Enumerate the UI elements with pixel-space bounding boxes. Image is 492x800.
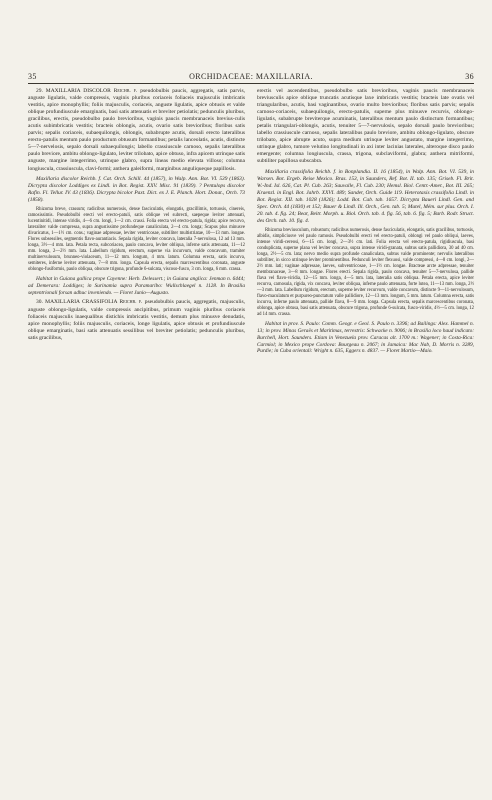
right-column	[257, 88, 474, 358]
species-30-habitat: Habitat in prov. S. Paulo: Comm. Geogr. e Geol. S. Paulo n. 3396; ad Bailings: Alex. Hammel n. 13; in prov. Minas Geraës et Maritimas, terrestris: Schwacke n. 9006; in Brasilia loco haud indicato: Burchell, Hort. Saunders. Etiam in Venezuela prov. Caracas alt. 1700 m.: Wagener; in Costa-Rica: Carmiol; in Mexico prope Cordova: Bourgeau n. 2067; in Jamaica: Mac Nab, D. Morris n. 3289, Purdie; in Cuba orientali: Wright n. 635, Eggers n. 4837. — Floret Martio—Maio.	[257, 321, 474, 355]
species-29-details: Rhizoma breve, crassum; radicibus numerosis, dense fasciculatis, elongatis, gracillimis, tortuosis, cinereis, ramosissimis. Pseudobulbi erecti vel erecto-patuli, satis oblique vel subrecti, saepeque leviter attenuati, lucentinitidi, intense viridis, 4—6 cm. longi, 1—2 cm. crassi. Folia erecta vel erecto-patula, rigida; apice recurvo, lateraliter valde compressa, supra angustissime profundeque canaliculata, 2—4 cm. longa; Scapus plus minusve divaricatus, 1—1½ cm. cons.; vaginae adpressae, leviter ventricosae, subtiliter multistriatae, 10—13 mm. longae. Flores subsessiles, segmentis flavo-aurantiacis. Sepala rigida, leviter concava, lateralia 7-nervulosa, 12 ad 13 mm. longa, 3½—4 mm. lata. Petala recta, subcoriacea, paulo concava, leviter obliqua, inferne satis attenuata, 11—12 mm. longa, 2—2½ mm. lata. Labellum rigidum, erectum, superne via incurvum, valde concavum, tramiter multinervulosum, brunneo-violaceum, 11—12 mm. longum, 4 mm. latum. Columna erecta, satis incurva, semiteres, inferne leviter attenuata, 7—8 mm. longa. Capsula erecta, sepalis marcescentibus coronata, anguste oblongo-fusiformis, paulo obliqua, obscure trigona, profunde 6-sulcata, viscoso-fusco, 3 cm. longa, 6 mm. crassa.	[28, 206, 245, 273]
species-30-description-continued: erectis vel ascendentibus, pseudobulbo satis brevioribus, vaginis paucis membranaceis breviusculis apice oblique truncatis acutisque laxe imbricatis vestitis; bracteis late ovatis vel triangularibus, acutis, basi vaginantibus, ovario multo brevioribus; floribus satis parvis; sepalis carnoso-coriaceis, subaequilongis, erecto-patulis, superne plus minusve recurvis, oblongo-ligulatis, subabrupte breviterque acuminatis, lateralibus mentum paulo distinctum formantibus; petalis triangulari-oblongis, acutis, tenuiter 5—7-nervulosis, sepalo dorsali paulo brevioribus; labello crassiuscule carnoso, sepalis lateralibus paulo breviore, ambitu oblongo-ligulato, obscure trilobato, apice abrupte acuto, supra medium utrinque leviter angustato, margine integerrimo, utrinque glabro, tumore velutino longitudinali in axi inter lacinias laterales, alteroque disco paulo emergente; columna longiuscula, crassa, trigona, subclaviformi, glabra; anthera mitriformi, subtiliter papillosa subscabra.	[257, 88, 474, 165]
header-rule	[28, 83, 474, 84]
text-columns	[28, 88, 474, 358]
left-column	[28, 88, 245, 358]
page-number-left: 35	[28, 72, 37, 81]
species-30-description	[28, 299, 245, 341]
species-30-details: Rhizoma breviusculum, robustum; radicibus numerosis, dense fasciculatis, elongatis, satis gracilibus, tortuosis, albidis, simpliciusve vel paulo ramosis. Pseudobulbi erecti vel erecto-patuli, oblongi vel paulo obliqui, laeves, intense viridi-cereosi, 6—15 cm. longi, 2—3½ cm. lati. Folia erecta vel erecto-patula, rigidiuscula, basi conduplicata, superne plana vel leviter concava, supra intense viridi-granata, subtus satis pallidiora, 30 ad 40 cm. longa, 2½—5 cm. lata; nervo medio supra profunde canaliculata, subtus valde prominente; nervulis lateralibus subtiliter, in sicco utrinque leviter prominentibus. Pedunculi leviter flexuosi, valde compressi, 4—8 cm. longi, 2—2½ mm. lati; vaginae adpressae, laeves, subventricosae, 1—1½ cm. longae. Bracteae arcte adpressae, tenuiter membranaceae, 3—8 mm. longae. Flores erecti. Sepala rigida, paulo concava, tenuiter 5—7-nervulosa, pallide flava vel flavo-viridia, 12—15 mm. longa, 4—5 mm. lata, lateralia satis obliqua. Petala erecta, apice leviter recurva, carnosula, rigida, vix concava, leviter obliqua, inferne paulo attenuata, forte lutea, 11—13 mm. longa, 2½—3 mm. lata. Labellum rigidum, erectum, superne leviter recurvum, valde concavum, distincte 9—11-nervulosum, flavo-maculatum et purpureo-punctatum valle pallidiore, 12—13 mm. longum, 5 mm. latum. Columna erecta, satis incurva, inferne paulo attenuata, pallide flava, 8—9 mm. longa. Capsula erecta, sepalis marcescentibus coronata, oblonga, apice obtusa, basi satis attenuata, obscure trigona, profunde 6-sulcata, fusco-viridis, 4½—5 cm. longa, 12 ad 14 mm. crassa.	[257, 227, 474, 318]
species-29-habitat: Habitat in Guiana gallica prope Cayenne: Herb. Delessert.; in Guiana anglica: Jenman n. 6444; ad Demerara: Loddiges; in Surinamia supra Paramaribo: Wullschlaegel n. 1128. In Brasilia septentrionali forsan adhuc inveniendo. — Floret Junio—Augusto.	[28, 276, 245, 296]
running-head	[28, 72, 474, 82]
page-number-right: 36	[465, 72, 474, 81]
species-30-heading: 30. MAXILLARIA CRASSIFOLIA Reichb. f.	[36, 299, 143, 306]
species-29-synonymy: Maxillaria discolor Reichb. f. Cat. Orch. Schill. 44 (1857), in Walp. Ann. Bot. VI. 539 (1863). Dicrypta discolor Loddiges ex Lindl. in Bot. Regist. XXV. Misc. 91 (1839). ? Pentulops discolor Rafin. Fl. Tellur. IV. 43 (1836). Dicrypta bicolor Paxt. Dict. ex J. E. Planch. Hort. Donat., Orch. 73 (1858).	[28, 175, 245, 203]
running-title: ORCHIDACEAE: MAXILLARIA.	[189, 72, 313, 81]
species-30-synonymy: Maxillaria crassifolia Reichb. f. in Bonplandia. II. 16 (1854), in Walp. Ann. Bot. VI. 539, in Warsen. Bot. Ergeb. Reise Mexico. Bras. 153, in Saunders, Ref. Bot. II. tab. 135; Griseb. Fl. Brit. W.-Ind. Isl. 626, Cat. Pl. Cub. 263; Sauvalle, Fl. Cub. 230; Hemsl. Biol. Centr.-Amer., Bot. III. 265; Kraenzl. in Engl. Bot. Jahrb. XXVI. 489; Sander, Orch. Guide 119. Heterotaxis crassifolia Lindl. in Bot. Regist. XII. tab. 1028 (1826); Lodd. Bot. Cab. tab. 1657. Dicrypta Baueri Lindl. Gen. and Spec. Orch. 44 (1830) et 152; Bauer & Lindl. Ill. Orch., Gen. tab. 5; Mutel, Mém. sur plus. Orch. I. 20. tab. 4. fig. 24; Bear, Beitr. Morph. u. Biol. Orch. tab. 4. fig. 56, tab. 6. fig. 5; Barb. Rodr. Struct. des Orch. tab. 10. fig. 4.	[257, 168, 474, 224]
species-29-text: pseudobulbis paucis, aggregatis, satis parvis, anguste ligulatis, valde compressis, vaginis pluribus coriaceis foliaceis majusculis imbricatis vestitis, apice monophyllis; foliis majusculis, coriaceis, anguste ligulatis, apice obtusis et valde oblique profundiuscule emarginatis, basi satis attenuatis et breviter petiolatis; pedunculis pluribus, gracilibus, erectis, pseudobulbo paulo brevioribus, vaginis paucis membranaceis brevius-culis acutis subimbricatis vestitis; bracteis oblongis, acutis, ovario satis brevioribus; floribus satis parvis; sepalis coriaceis, subaequilongis, oblongis, subabrupte acutis, dorsali erecto lateralibus erecto-patulis mentum paulo productum obtusum formantibus; petalis lanceolatis, acutis, distincte 5—7-nervelosis, sepalo dorsali subaequilongis; labello crassiuscule carnoso, sepalis lateralibus paulo breviore, ambitu oblongo-ligulato, leviter trilobato, apice obtuso, infra apicem utrinque satis anguste, margine integerrimo, utrinque glabro, supra lineas medio elevata villoso; columna longiuscula, crassiuscula, clavi-formi; anthera galeiformi, marginibus anguliqueque papillosis.	[28, 88, 246, 172]
species-30-text: pseudobulbis paucis, aggregatis, majusculis, anguste oblongo-ligulatis, valde compressis ancipitibus, primum vaginis pluribus coriaceis foliaceis majusculis inaequalibus distichis imbricatis vestitis, demum plus minusve denudatis, apice monophyllis; foliis majusculis, coriaceis, longe ligulatis, apice obtusis et profundiuscule oblique emarginatis, basi satis attenuatis sessilibus vel breviter petiolatis; pedunculis pluribus, satis gracilibus,	[28, 299, 245, 341]
species-29-description	[28, 88, 245, 173]
species-29-heading: 29. MAXILLARIA DISCOLOR Reichb. f.	[36, 88, 138, 94]
